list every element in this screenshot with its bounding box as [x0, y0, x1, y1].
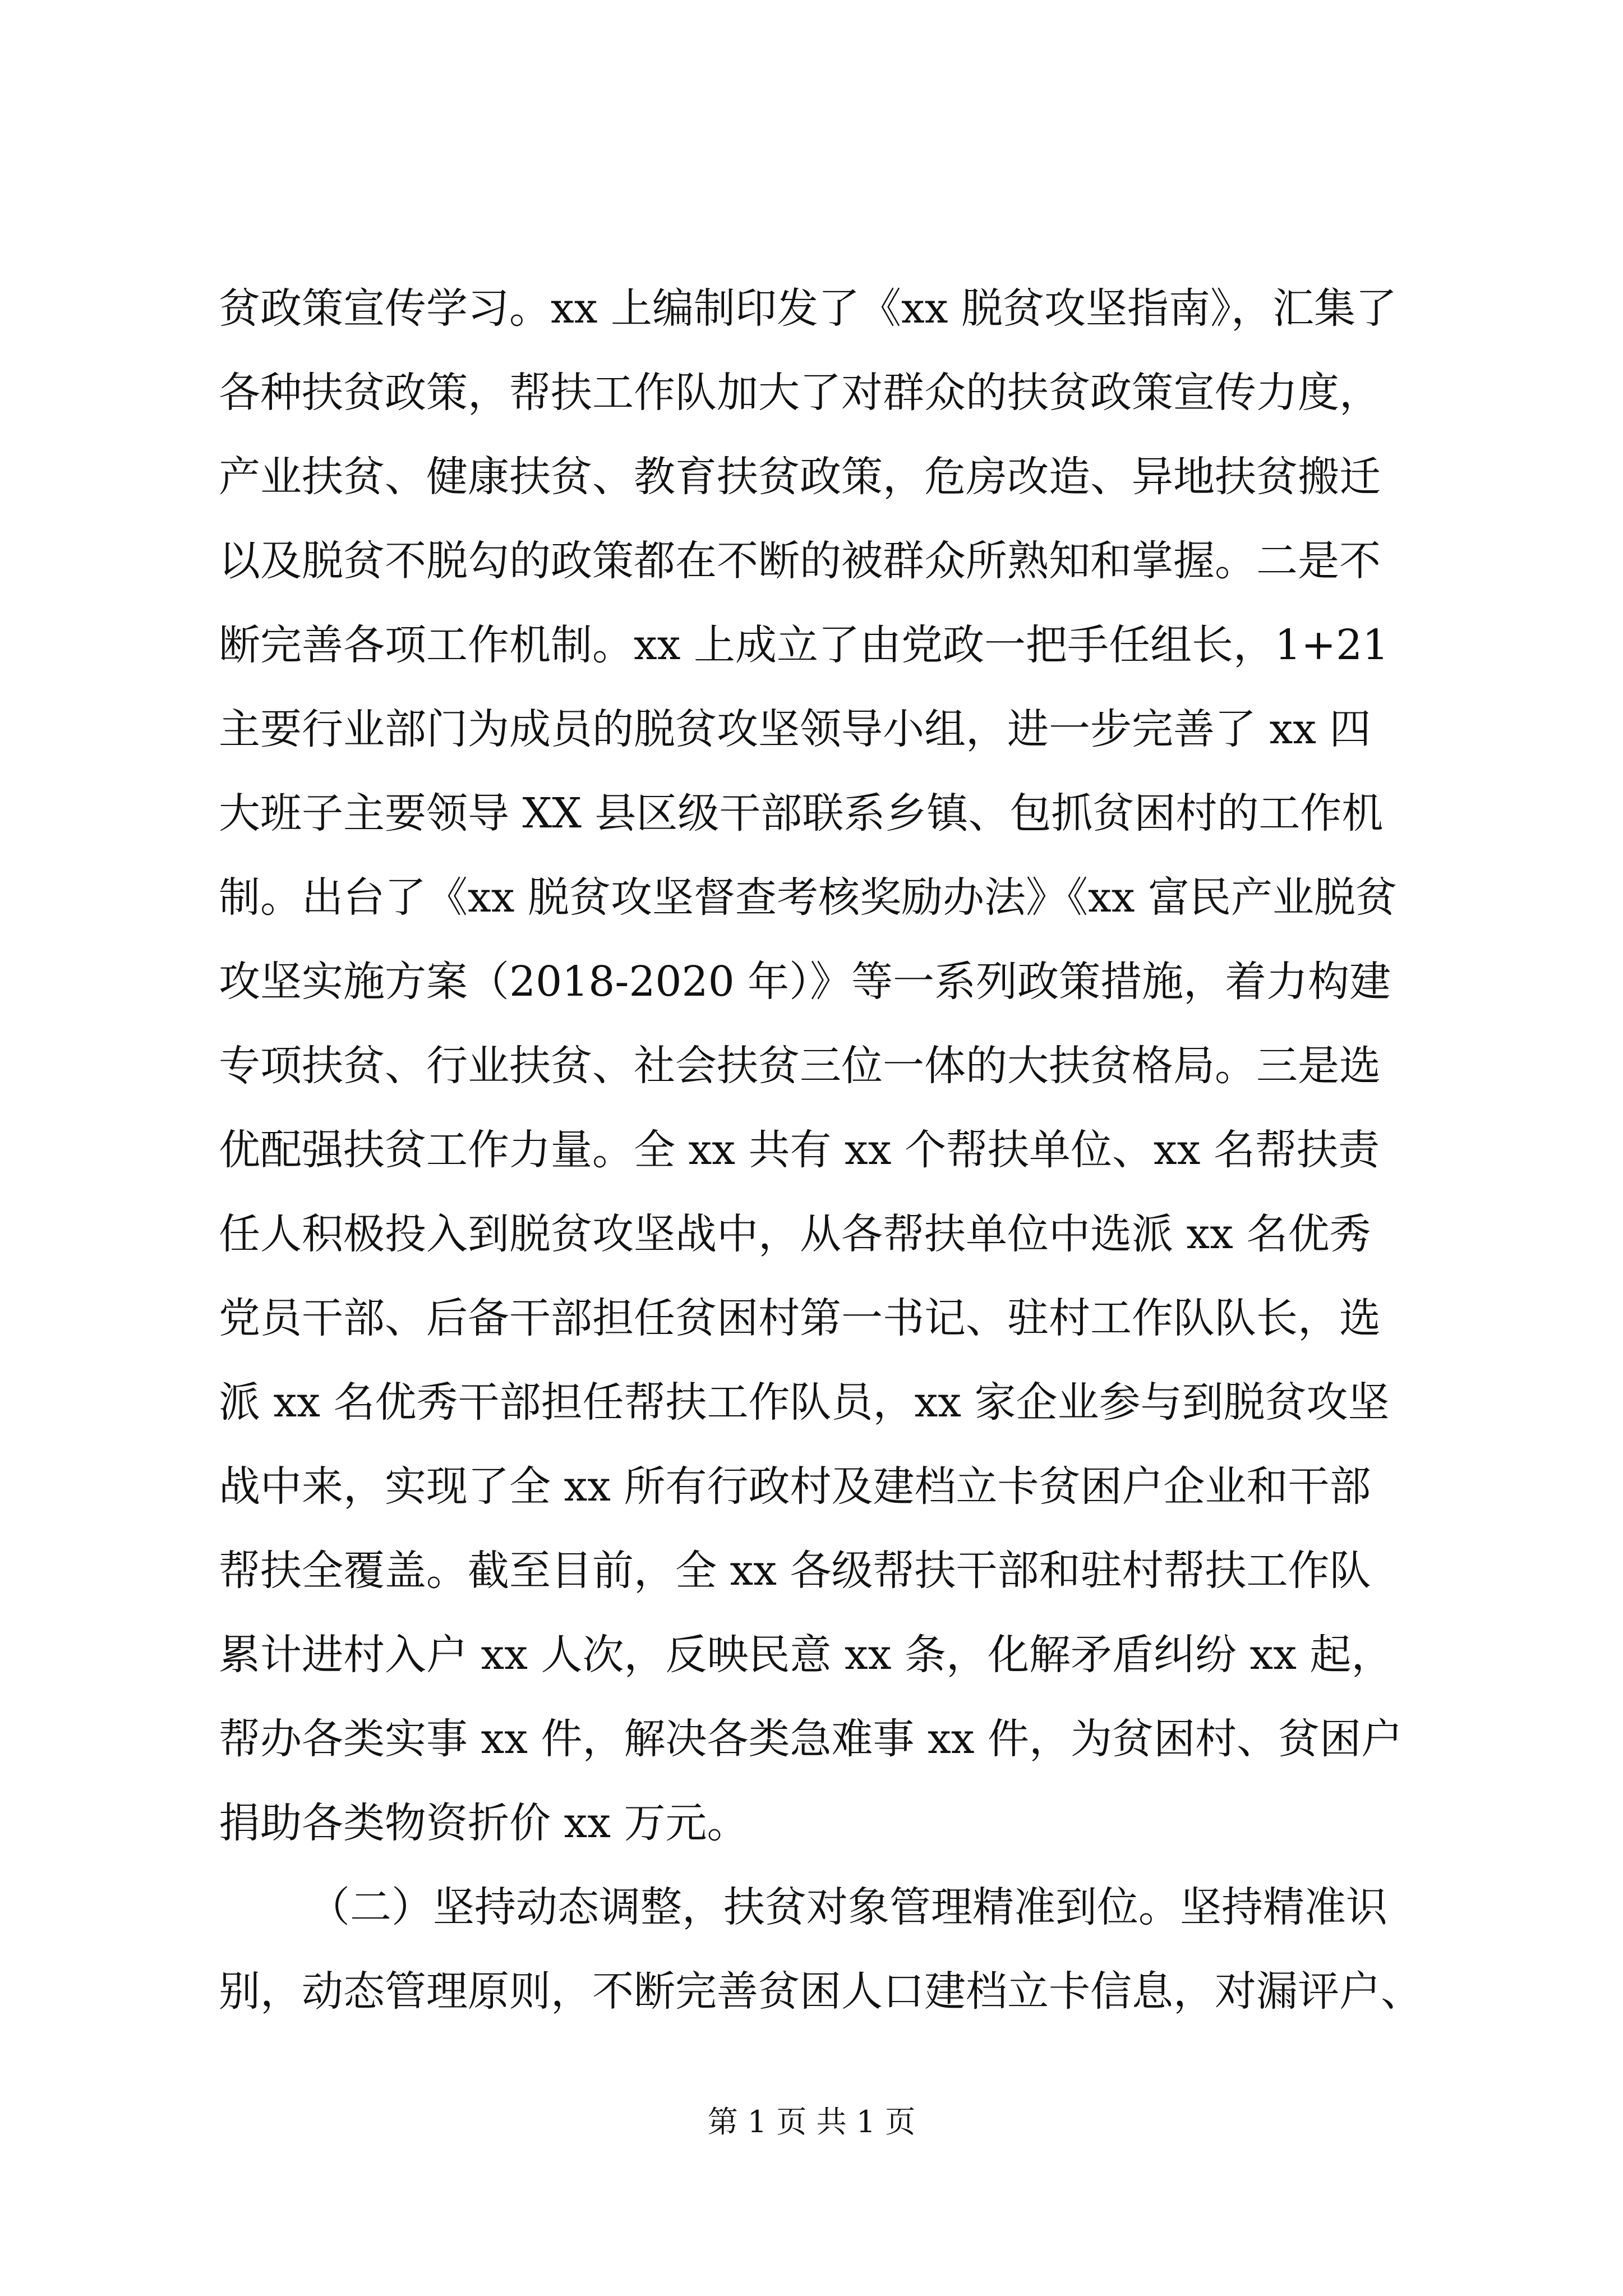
text-line: 别，动态管理原则，不断完善贫困人口建档立卡信息，对漏评户、 — [219, 1967, 1422, 2016]
text-line: 战中来，实现了全 xx 所有行政村及建档立卡贫困户企业和干部 — [219, 1462, 1371, 1511]
text-line: 专项扶贫、行业扶贫、社会扶贫三位一体的大扶贫格局。三是选 — [219, 1042, 1381, 1090]
text-line: 攻坚实施方案（2018-2020 年）》等一系列政策措施，着力构建 — [219, 958, 1391, 1006]
text-line: 大班子主要领导 XX 县区级干部联系乡镇、包抓贫困村的工作机 — [219, 789, 1384, 838]
text-line: 累计进村入户 xx 人次，反映民意 xx 条，化解矛盾纠纷 xx 起， — [219, 1631, 1393, 1679]
text-line: 派 xx 名优秀干部担任帮扶工作队员，xx 家企业参与到脱贫攻坚 — [219, 1378, 1390, 1427]
body-text — [219, 266, 1441, 2033]
text-line: 以及脱贫不脱勾的政策都在不断的被群众所熟知和掌握。二是不 — [219, 537, 1381, 585]
text-line: 党员干部、后备干部担任贫困村第一书记、驻村工作队队长，选 — [219, 1294, 1381, 1342]
text-line: 制。出台了《xx 脱贫攻坚督查考核奖励办法》《xx 富民产业脱贫 — [219, 873, 1397, 922]
text-line: 优配强扶贫工作力量。全 xx 共有 xx 个帮扶单位、xx 名帮扶责 — [219, 1126, 1380, 1174]
text-line: 产业扶贫、健康扶贫、教育扶贫政策，危房改造、异地扶贫搬迁 — [219, 453, 1381, 501]
text-line: 断完善各项工作机制。xx 上成立了由党政一把手任组长，1+21 — [219, 621, 1389, 669]
text-line: 帮扶全覆盖。截至目前，全 xx 各级帮扶干部和驻村帮扶工作队 — [219, 1547, 1371, 1595]
text-line: 捐助各类物资折价 xx 万元。 — [219, 1799, 749, 1847]
page-footer: 第 1 页 共 1 页 — [707, 2104, 916, 2139]
text-line: 贫政策宣传学习。xx 上编制印发了《xx 脱贫攻坚指南》，汇集了 — [219, 284, 1397, 333]
text-line: 主要行业部门为成员的脱贫攻坚领导小组，进一步完善了 xx 四 — [219, 705, 1371, 753]
text-line: 帮办各类实事 xx 件，解决各类急难事 xx 件，为贫困村、贫困户 — [219, 1715, 1403, 1763]
section-heading-line: （二）坚持动态调整，扶贫对象管理精准到位。坚持精准识 — [308, 1883, 1387, 1931]
text-line: 各种扶贫政策，帮扶工作队加大了对群众的扶贫政策宣传力度， — [219, 369, 1381, 417]
text-line: 任人积极投入到脱贫攻坚战中，从各帮扶单位中选派 xx 名优秀 — [219, 1210, 1371, 1258]
